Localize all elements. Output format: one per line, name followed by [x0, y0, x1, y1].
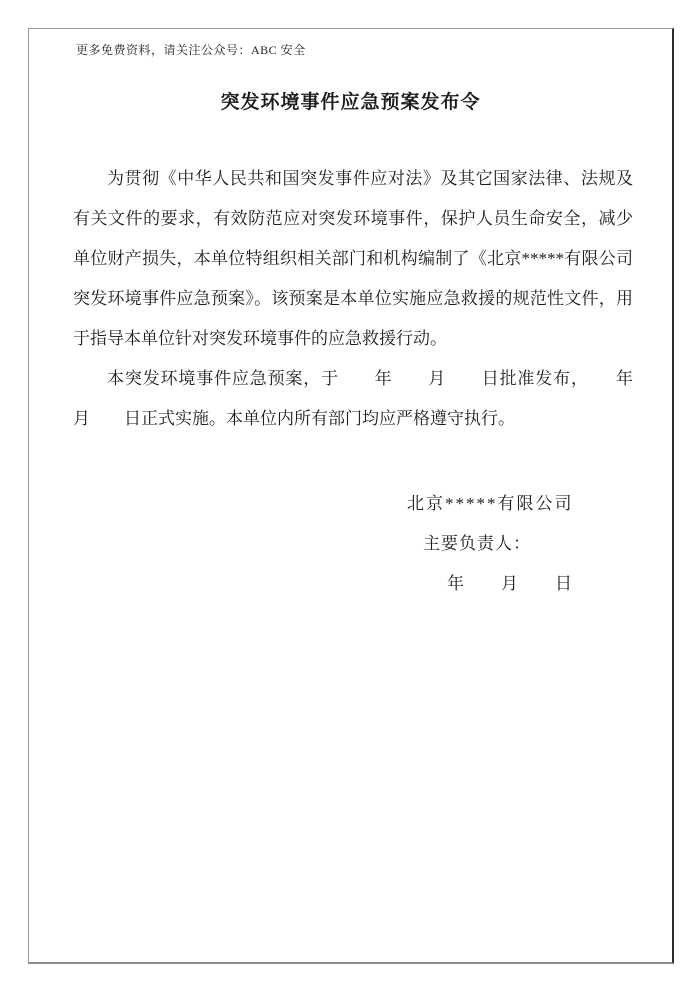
- header-note: 更多免费资料，请关注公众号：ABC 安全: [76, 43, 306, 57]
- document-page: [28, 28, 674, 964]
- page-title: 突发环境事件应急预案发布令: [220, 92, 481, 113]
- signature-date-line: 年 月 日: [447, 574, 573, 593]
- paragraph-intro: 为贯彻《中华人民共和国突发事件应对法》及其它国家法律、法规及有关文件的要求，有效防范应对突发环境事件，保护人员生命安全，减少单位财产损失，本单位特组织相关部门和机构编制了《北京*****有限公司突发环境事件应急预案》。该预案是本单位实施应急救援的规范性文件，用于指导本单位针对突发环境事件的应急救援行动。: [73, 169, 633, 348]
- signature-block: [29, 484, 672, 604]
- document-body: [73, 159, 667, 439]
- signature-company-name: 北京*****有限公司: [407, 494, 574, 513]
- paragraph-approval: 本突发环境事件应急预案，于 年 月 日批准发布， 年 月 日正式实施。本单位内所有部门均应严格遵守执行。: [73, 369, 667, 428]
- signature-principal-label: 主要负责人：: [423, 534, 531, 553]
